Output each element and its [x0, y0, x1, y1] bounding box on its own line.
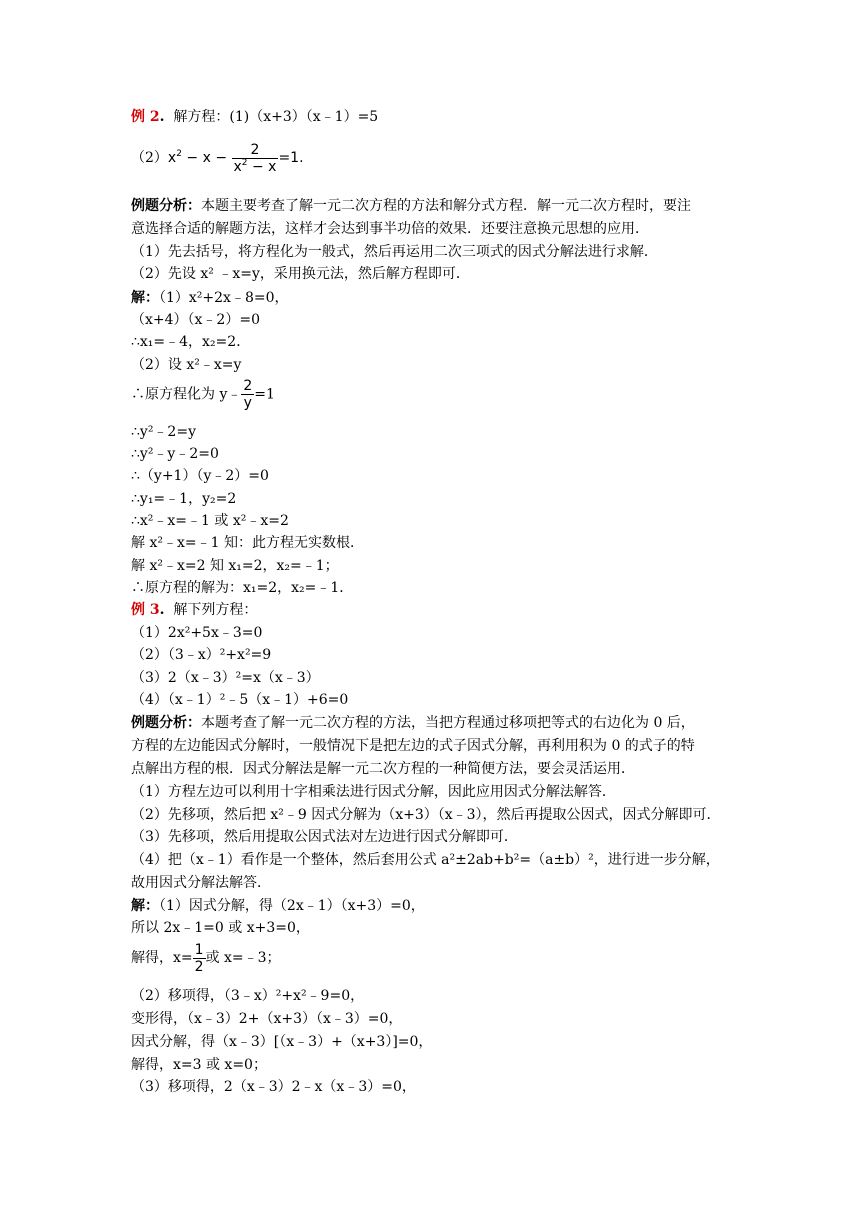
den-exp: 2	[241, 157, 248, 168]
fraction-denominator: y	[241, 394, 254, 411]
fraction-2-over-y	[241, 378, 254, 411]
eq-x: x	[167, 150, 177, 166]
s3-text: 解得，x=	[131, 950, 193, 966]
analysis3-text: 本题考查了解一元二次方程的方法，当把方程通过移项把等式的右边化为 0 后，	[201, 715, 695, 731]
fraction-denominator	[232, 158, 279, 175]
solution-text: （1）x²+2x﹣8=0，	[159, 290, 289, 306]
analysis3-line-5: （2）先移项，然后把 x²﹣9 因式分解为（x+3）（x﹣3），然后再提取公因式，因式分解即可．	[131, 807, 721, 823]
s5-text: ∴原方程化为 y﹣	[131, 386, 242, 403]
example-3-dot: .	[159, 602, 165, 618]
example-3-heading	[131, 600, 257, 620]
solution-line-4: （2）设 x²﹣x=y	[131, 357, 242, 373]
solution-line-6: ∴y²﹣2=y	[131, 424, 196, 440]
question-4: （4）（x﹣1）²﹣5（x﹣1）+6=0	[131, 692, 349, 708]
question-3: （3）2（x﹣3）²=x（x﹣3）	[131, 670, 320, 686]
analysis3-line-7: （4）把（x﹣1）看作是一个整体，然后套用公式 a²±2ab+b²=（a±b）²，进行进一步分解，	[131, 852, 720, 868]
solution3-line-3	[131, 941, 281, 975]
s3-end: 或 x=﹣3；	[205, 950, 281, 966]
analysis-text: 本题主要考查了解一元二次方程的方法和解分式方程．解一元二次方程时，要注	[201, 198, 691, 214]
solution-label: 解：	[131, 290, 159, 306]
fraction-denominator: 2	[194, 958, 204, 975]
question-2: （2）（3﹣x）²+x²=9	[131, 647, 272, 663]
solution-line-9: ∴y₁=﹣1，y₂=2	[131, 491, 237, 507]
solution-line-7: ∴y²﹣y﹣2=0	[131, 446, 219, 462]
example-2-prompt: 解方程：(1)（x+3）（x﹣1）=5	[173, 109, 379, 125]
example-3-prompt: 解下列方程：	[173, 602, 258, 618]
solution3-line-5: 变形得，（x﹣3）2+（x+3）（x﹣3）=0，	[131, 1011, 403, 1027]
analysis3-line-6: （3）先移项，然后用提取公因式法对左边进行因式分解即可．	[131, 829, 518, 845]
solution-line-5	[131, 378, 275, 411]
solution3-line-6: 因式分解，得（x﹣3）[（x﹣3）+（x+3）]=0，	[131, 1034, 433, 1050]
analysis-line-2: 意选择合适的解题方法，这样才会达到事半功倍的效果．还要注意换元思想的应用．	[131, 221, 649, 237]
analysis-label: 例题分析：	[131, 198, 201, 214]
solution-line-1	[131, 288, 289, 308]
fraction-numerator: 2	[243, 378, 253, 394]
solution3-line-8: （3）移项得，2（x﹣3）2﹣x（x﹣3）=0，	[131, 1079, 416, 1095]
analysis3-line-1	[131, 713, 695, 733]
solution3-line-7: 解得，x=3 或 x=0；	[131, 1057, 267, 1073]
den-minus-x: − x	[247, 158, 277, 175]
question-1: （1）2x²+5x﹣3=0	[131, 625, 263, 641]
fraction-1-over-2	[193, 942, 206, 975]
analysis-line-4: （2）先设 x² ﹣x=y，采用换元法，然后解方程即可．	[131, 266, 470, 282]
analysis3-line-8: 故用因式分解法解答．	[131, 875, 271, 891]
fraction-numerator: 1	[194, 941, 204, 958]
example-2-part2-equation	[131, 140, 304, 176]
solution-line-2: （x+4）（x﹣2）=0	[131, 312, 260, 328]
example-2-dot: .	[159, 109, 165, 125]
den-x: x	[233, 158, 242, 175]
analysis-line-3: （1）先去括号，将方程化为一般式，然后再运用二次三项式的因式分解法进行求解．	[131, 244, 658, 260]
solution3-label: 解：	[131, 898, 159, 914]
solution-line-10: ∴x²﹣x=﹣1 或 x²﹣x=2	[131, 513, 289, 529]
solution3-line-2: 所以 2x﹣1=0 或 x+3=0，	[131, 920, 310, 936]
analysis3-line-4: （1）方程左边可以利用十字相乘法进行因式分解，因此应用因式分解法解答．	[131, 784, 616, 800]
solution3-line-4: （2）移项得，（3﹣x）²+x²﹣9=0，	[131, 988, 365, 1004]
example-2-heading	[131, 107, 378, 127]
eq-exp: 2	[176, 149, 182, 159]
solution-line-8: ∴（y+1）（y﹣2）=0	[131, 468, 269, 484]
part2-lead: （2）	[131, 150, 168, 166]
eq-minus-x: − x −	[181, 150, 232, 166]
s5-end: =1	[254, 386, 275, 403]
analysis3-line-2: 方程的左边能因式分解时，一般情况下是把左边的式子因式分解，再利用积为 0 的式子的特	[131, 738, 695, 754]
eq-end: =1.	[278, 150, 304, 166]
fraction-2-over-x2-minus-x	[232, 142, 279, 175]
solution-line-13: ∴原方程的解为：x₁=2，x₂=﹣1．	[131, 580, 354, 596]
solution-line-11: 解 x²﹣x=﹣1 知：此方程无实数根．	[131, 535, 364, 551]
solution3-text: （1）因式分解，得（2x﹣1）（x+3）=0，	[159, 898, 425, 914]
example-3-label: 例 3	[131, 602, 160, 618]
analysis-line-1	[131, 196, 691, 216]
solution-line-12: 解 x²﹣x=2 知 x₁=2，x₂=﹣1；	[131, 558, 339, 574]
solution3-line-1	[131, 896, 425, 916]
example-2-label: 例 2	[131, 109, 160, 125]
analysis3-label: 例题分析：	[131, 715, 201, 731]
fraction-numerator: 2	[250, 141, 260, 158]
analysis3-line-3: 点解出方程的根．因式分解法是解一元二次方程的一种简便方法，要会灵活运用．	[131, 761, 635, 777]
solution-line-3: ∴x₁=﹣4，x₂=2．	[131, 334, 251, 350]
